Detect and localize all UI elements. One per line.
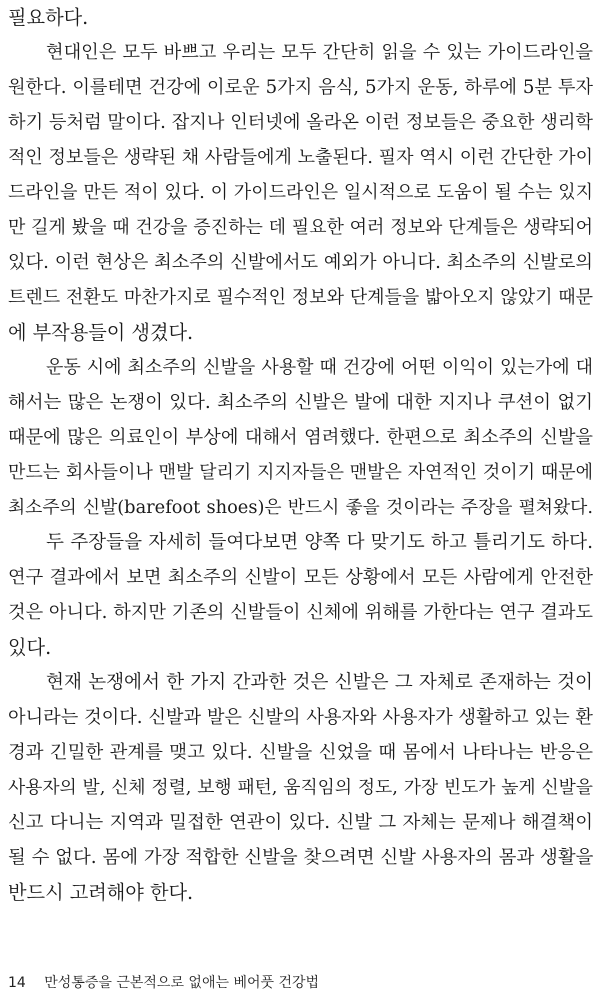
text-line: 트렌드 전환도 마찬가지로 필수적인 정보와 단계들을 밟아오지 않았기 때문 xyxy=(8,287,593,308)
text-line: 원한다. 이를테면 건강에 이로운 5가지 음식, 5가지 운동, 하루에 5분 투자 xyxy=(8,77,593,98)
text-line: 될 수 없다. 몸에 가장 적합한 신발을 찾으려면 신발 사용자의 몸과 생활을 xyxy=(8,847,594,868)
text-line: 하기 등처럼 말이다. 잡지나 인터넷에 올라온 이런 정보들은 중요한 생리학 xyxy=(8,112,593,133)
text-line: 때문에 많은 의료인이 부상에 대해서 염려했다. 한편으로 최소주의 신발을 xyxy=(8,427,593,448)
text-line: 반드시 고려해야 한다. xyxy=(8,881,194,904)
text-line: 사용자의 발, 신체 정렬, 보행 패턴, 움직임의 정도, 가장 빈도가 높게 신발을 xyxy=(8,777,593,798)
text-line: 현대인은 모두 바쁘고 우리는 모두 간단히 읽을 수 있는 가이드라인을 xyxy=(46,42,593,63)
text-line: 있다. xyxy=(8,636,52,659)
text-line: 연구 결과에서 보면 최소주의 신발이 모든 상황에서 모든 사람에게 안전한 xyxy=(8,567,593,588)
text-line: 만드는 회사들이나 맨발 달리기 지지자들은 맨발은 자연적인 것이기 때문에 xyxy=(8,462,593,483)
text-line: 필요하다. xyxy=(8,6,89,29)
text-line: 두 주장들을 자세히 들여다보면 양쪽 다 맞기도 하고 틀리기도 하다. xyxy=(46,532,593,553)
page-footer xyxy=(8,973,319,993)
text-line: 에 부작용들이 생겼다. xyxy=(8,321,194,344)
text-line: 현재 논쟁에서 한 가지 간과한 것은 신발은 그 자체로 존재하는 것이 xyxy=(46,672,593,693)
text-line: 드라인을 만든 적이 있다. 이 가이드라인은 일시적으로 도움이 될 수는 있지 xyxy=(8,182,593,203)
text-line: 최소주의 신발(barefoot shoes)은 반드시 좋을 것이라는 주장을 펼쳐왔다. xyxy=(8,497,593,518)
text-line: 해서는 많은 논쟁이 있다. 최소주의 신발은 발에 대한 지지나 쿠션이 없기 xyxy=(8,392,593,413)
text-line: 운동 시에 최소주의 신발을 사용할 때 건강에 어떤 이익이 있는가에 대 xyxy=(46,357,593,378)
text-line: 적인 정보들은 생략된 채 사람들에게 노출된다. 필자 역시 이런 간단한 가이 xyxy=(8,147,593,168)
text-line: 있다. 이런 현상은 최소주의 신발에서도 예외가 아니다. 최소주의 신발로의 xyxy=(8,252,593,273)
text-line: 만 길게 봤을 때 건강을 증진하는 데 필요한 여러 정보와 단계들은 생략되어 xyxy=(8,217,593,238)
text-line: 아니라는 것이다. 신발과 발은 신발의 사용자와 사용자가 생활하고 있는 환 xyxy=(8,707,593,728)
text-line: 경과 긴밀한 관계를 맺고 있다. 신발을 신었을 때 몸에서 나타나는 반응은 xyxy=(8,742,593,763)
page-number: 14 xyxy=(8,975,26,991)
body-text xyxy=(8,0,593,910)
text-line: 신고 다니는 지역과 밀접한 연관이 있다. 신발 그 자체는 문제나 해결책이 xyxy=(8,812,593,833)
text-line: 것은 아니다. 하지만 기존의 신발들이 신체에 위해를 가한다는 연구 결과도 xyxy=(8,602,593,623)
running-title: 만성통증을 근본적으로 없애는 베어풋 건강법 xyxy=(44,975,320,991)
